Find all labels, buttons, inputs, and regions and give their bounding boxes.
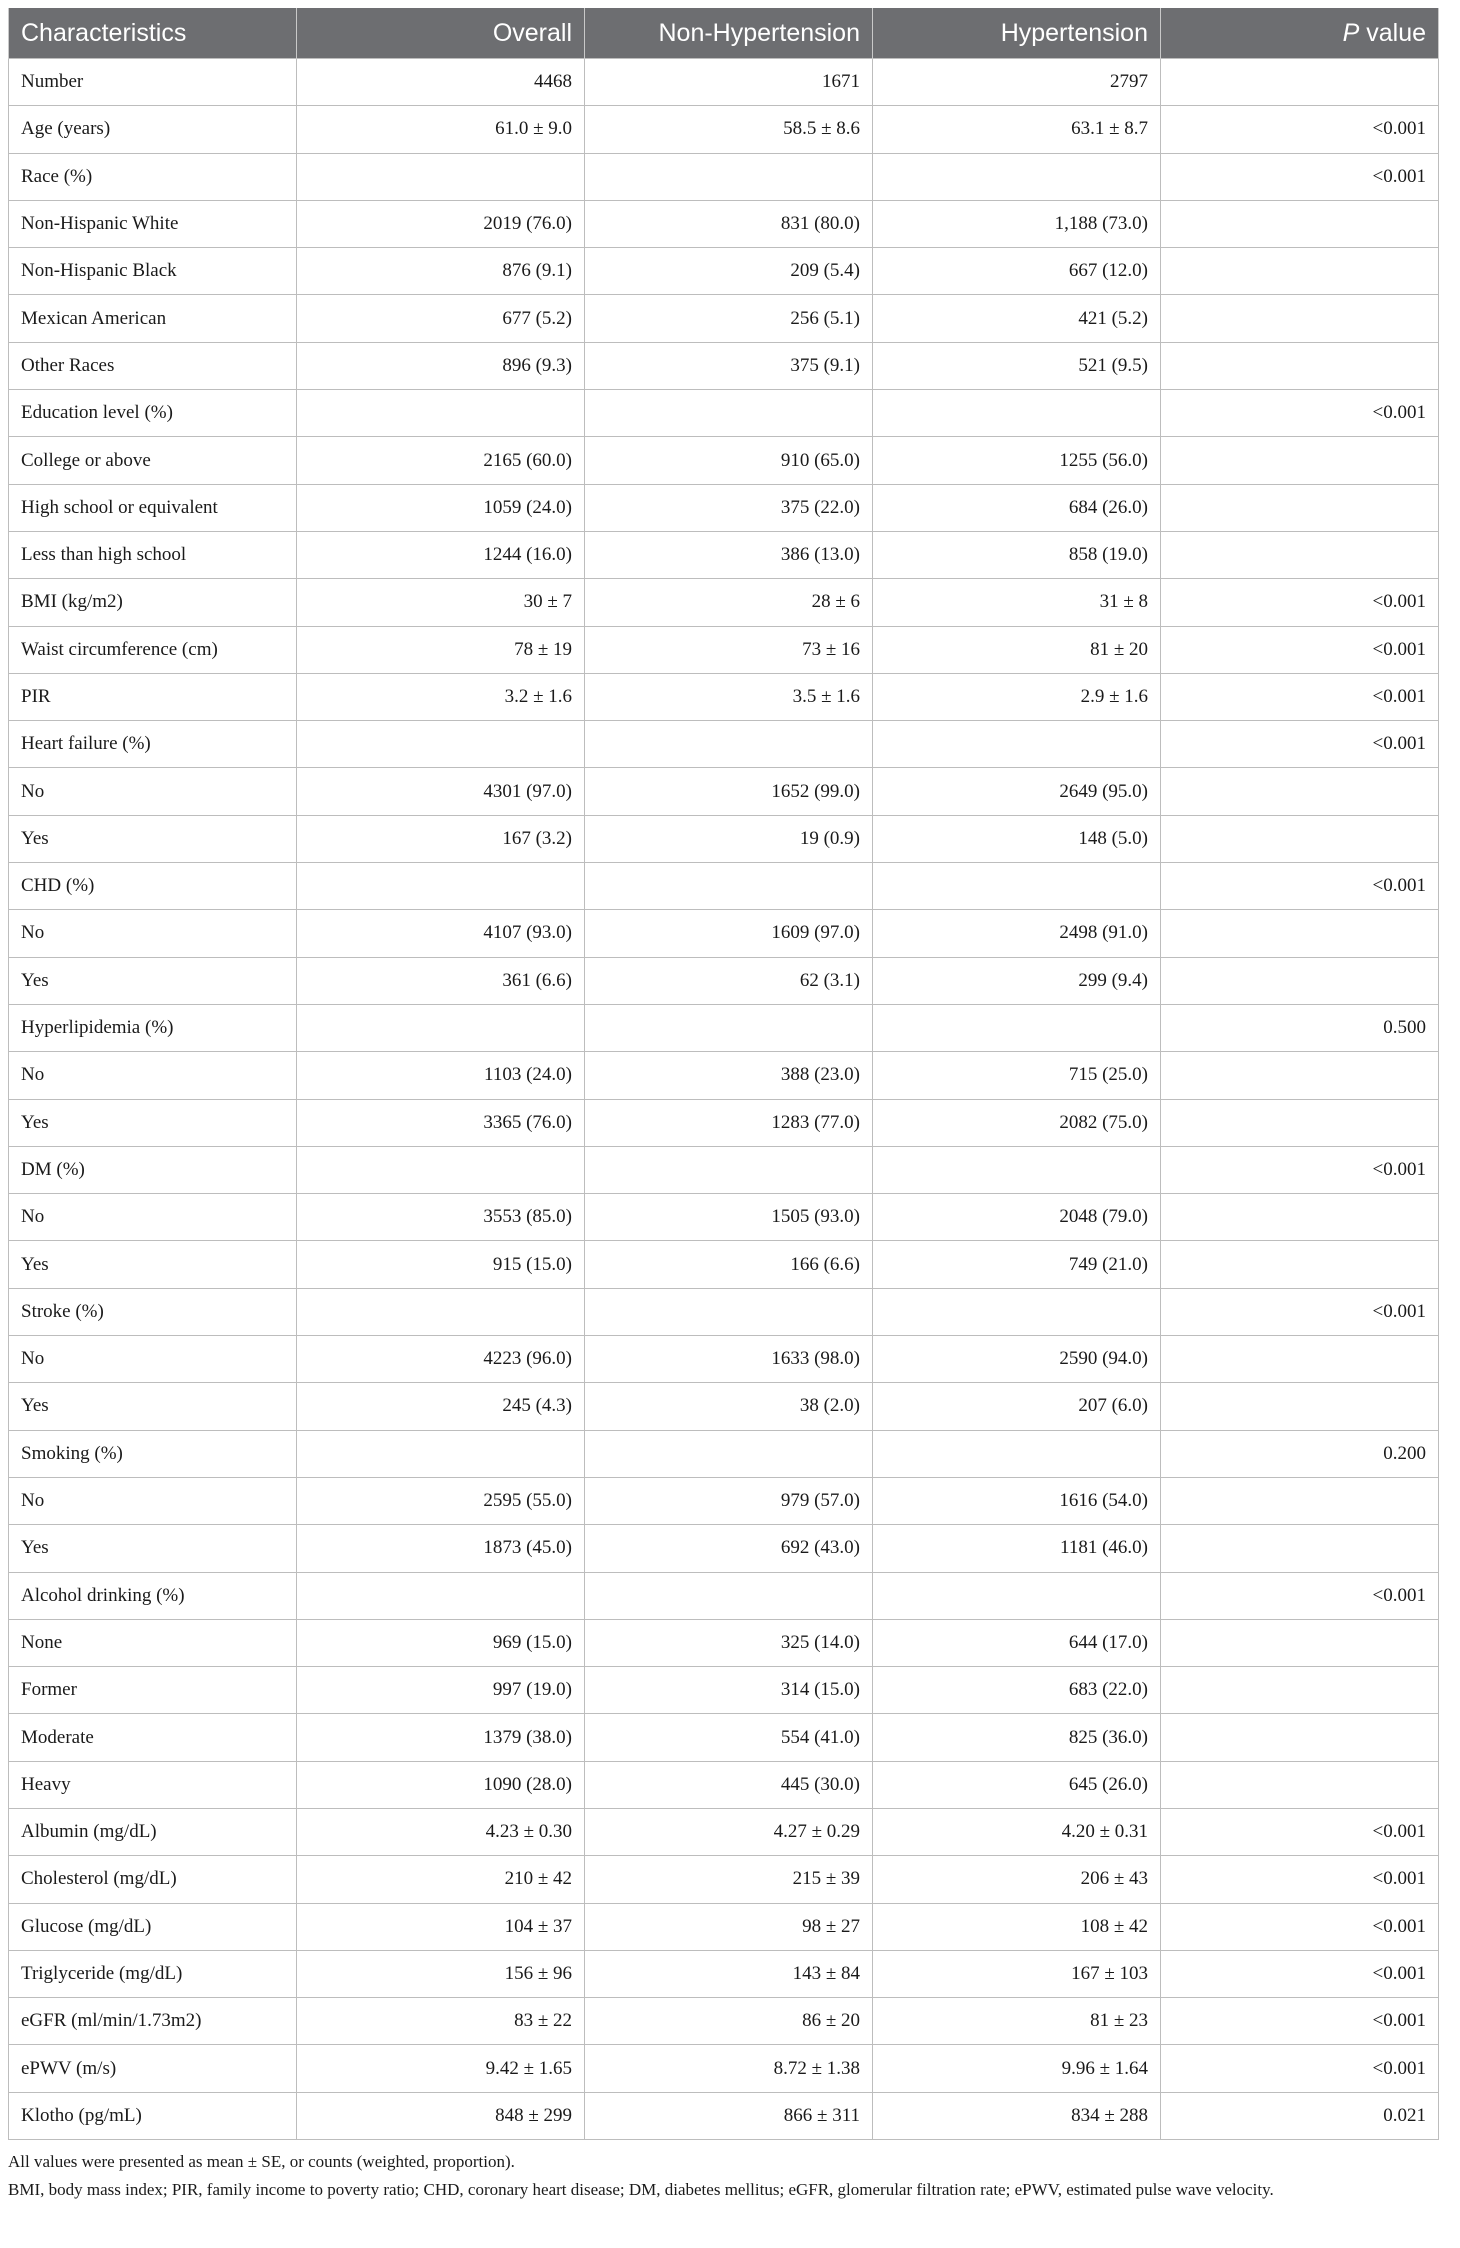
non-hypertension-cell: 98 ± 27 xyxy=(585,1903,873,1950)
header-overall: Overall xyxy=(297,8,585,59)
p-value-cell: <0.001 xyxy=(1161,1998,1439,2045)
table-row xyxy=(9,153,1439,200)
non-hypertension-cell: 62 (3.1) xyxy=(585,957,873,1004)
p-value-cell: <0.001 xyxy=(1161,106,1439,153)
header-characteristics: Characteristics xyxy=(9,8,297,59)
row-label: No xyxy=(9,1336,297,1383)
hypertension-cell: 2590 (94.0) xyxy=(873,1336,1161,1383)
p-value-cell xyxy=(1161,1383,1439,1430)
row-label: Alcohol drinking (%) xyxy=(9,1572,297,1619)
p-value-cell: <0.001 xyxy=(1161,1288,1439,1335)
row-label: No xyxy=(9,1477,297,1524)
p-value-cell: <0.001 xyxy=(1161,579,1439,626)
p-value-cell xyxy=(1161,957,1439,1004)
p-value-cell xyxy=(1161,342,1439,389)
hypertension-cell: 421 (5.2) xyxy=(873,295,1161,342)
overall-cell: 2165 (60.0) xyxy=(297,437,585,484)
overall-cell: 156 ± 96 xyxy=(297,1950,585,1997)
table-row xyxy=(9,1950,1439,1997)
row-label: Yes xyxy=(9,1383,297,1430)
hypertension-cell: 1616 (54.0) xyxy=(873,1477,1161,1524)
table-row xyxy=(9,1052,1439,1099)
table-row xyxy=(9,863,1439,910)
row-label: None xyxy=(9,1619,297,1666)
hypertension-cell xyxy=(873,1572,1161,1619)
p-value-cell: 0.500 xyxy=(1161,1004,1439,1051)
table-row xyxy=(9,673,1439,720)
hypertension-cell: 108 ± 42 xyxy=(873,1903,1161,1950)
row-label: Yes xyxy=(9,1099,297,1146)
hypertension-cell: 31 ± 8 xyxy=(873,579,1161,626)
hypertension-cell: 2797 xyxy=(873,59,1161,106)
overall-cell: 2595 (55.0) xyxy=(297,1477,585,1524)
p-value-cell: <0.001 xyxy=(1161,626,1439,673)
overall-cell: 4107 (93.0) xyxy=(297,910,585,957)
non-hypertension-cell: 209 (5.4) xyxy=(585,248,873,295)
hypertension-cell xyxy=(873,390,1161,437)
non-hypertension-cell: 166 (6.6) xyxy=(585,1241,873,1288)
non-hypertension-cell: 375 (9.1) xyxy=(585,342,873,389)
row-label: Less than high school xyxy=(9,531,297,578)
overall-cell: 4223 (96.0) xyxy=(297,1336,585,1383)
hypertension-cell: 2082 (75.0) xyxy=(873,1099,1161,1146)
p-value-cell xyxy=(1161,1667,1439,1714)
hypertension-cell: 2.9 ± 1.6 xyxy=(873,673,1161,720)
non-hypertension-cell: 19 (0.9) xyxy=(585,815,873,862)
p-value-cell xyxy=(1161,531,1439,578)
non-hypertension-cell: 979 (57.0) xyxy=(585,1477,873,1524)
row-label: Waist circumference (cm) xyxy=(9,626,297,673)
overall-cell xyxy=(297,1004,585,1051)
table-body xyxy=(9,59,1439,2140)
row-label: Klotho (pg/mL) xyxy=(9,2092,297,2139)
row-label: Non-Hispanic Black xyxy=(9,248,297,295)
table-row xyxy=(9,957,1439,1004)
p-value-cell xyxy=(1161,200,1439,247)
overall-cell: 3.2 ± 1.6 xyxy=(297,673,585,720)
row-label: PIR xyxy=(9,673,297,720)
non-hypertension-cell: 28 ± 6 xyxy=(585,579,873,626)
row-label: Yes xyxy=(9,957,297,1004)
overall-cell xyxy=(297,721,585,768)
row-label: Stroke (%) xyxy=(9,1288,297,1335)
p-value-cell xyxy=(1161,248,1439,295)
overall-cell: 210 ± 42 xyxy=(297,1856,585,1903)
overall-cell: 30 ± 7 xyxy=(297,579,585,626)
overall-cell: 896 (9.3) xyxy=(297,342,585,389)
hypertension-cell: 715 (25.0) xyxy=(873,1052,1161,1099)
p-value-cell xyxy=(1161,1525,1439,1572)
non-hypertension-cell: 692 (43.0) xyxy=(585,1525,873,1572)
non-hypertension-cell xyxy=(585,863,873,910)
table-row xyxy=(9,1903,1439,1950)
overall-cell: 876 (9.1) xyxy=(297,248,585,295)
p-value-cell: <0.001 xyxy=(1161,390,1439,437)
row-label: Number xyxy=(9,59,297,106)
table-row xyxy=(9,1525,1439,1572)
non-hypertension-cell: 445 (30.0) xyxy=(585,1761,873,1808)
footnote-abbreviations: BMI, body mass index; PIR, family income to poverty ratio; CHD, coronary heart disease; DM, diabetes mellitus; eGFR, glomerular filtration rate; ePWV, estimated pulse wave velocity. xyxy=(8,2180,1274,2200)
row-label: Former xyxy=(9,1667,297,1714)
row-label: No xyxy=(9,768,297,815)
row-label: CHD (%) xyxy=(9,863,297,910)
overall-cell: 4468 xyxy=(297,59,585,106)
p-value-cell xyxy=(1161,1619,1439,1666)
row-label: Albumin (mg/dL) xyxy=(9,1808,297,1855)
hypertension-cell: 167 ± 103 xyxy=(873,1950,1161,1997)
table-row xyxy=(9,626,1439,673)
row-label: eGFR (ml/min/1.73m2) xyxy=(9,1998,297,2045)
row-label: Yes xyxy=(9,1241,297,1288)
hypertension-cell xyxy=(873,863,1161,910)
table-row xyxy=(9,248,1439,295)
p-value-cell: <0.001 xyxy=(1161,863,1439,910)
p-value-cell: <0.001 xyxy=(1161,673,1439,720)
overall-cell: 1873 (45.0) xyxy=(297,1525,585,1572)
p-value-cell xyxy=(1161,1052,1439,1099)
hypertension-cell: 81 ± 23 xyxy=(873,1998,1161,2045)
hypertension-cell xyxy=(873,1288,1161,1335)
non-hypertension-cell: 8.72 ± 1.38 xyxy=(585,2045,873,2092)
table-row xyxy=(9,1761,1439,1808)
row-label: Heavy xyxy=(9,1761,297,1808)
baseline-characteristics-table xyxy=(8,8,1439,2140)
header-hypertension: Hypertension xyxy=(873,8,1161,59)
hypertension-cell: 299 (9.4) xyxy=(873,957,1161,1004)
table-row xyxy=(9,1808,1439,1855)
hypertension-cell: 834 ± 288 xyxy=(873,2092,1161,2139)
table-row xyxy=(9,437,1439,484)
header-non-hypertension: Non-Hypertension xyxy=(585,8,873,59)
non-hypertension-cell: 831 (80.0) xyxy=(585,200,873,247)
hypertension-cell xyxy=(873,721,1161,768)
header-p-value xyxy=(1161,8,1439,59)
table-row xyxy=(9,531,1439,578)
hypertension-cell: 2498 (91.0) xyxy=(873,910,1161,957)
overall-cell: 1090 (28.0) xyxy=(297,1761,585,1808)
row-label: No xyxy=(9,1052,297,1099)
header-p-suffix: value xyxy=(1366,18,1426,47)
overall-cell: 997 (19.0) xyxy=(297,1667,585,1714)
non-hypertension-cell: 388 (23.0) xyxy=(585,1052,873,1099)
non-hypertension-cell: 4.27 ± 0.29 xyxy=(585,1808,873,1855)
table-row xyxy=(9,1241,1439,1288)
overall-cell: 848 ± 299 xyxy=(297,2092,585,2139)
p-value-cell: <0.001 xyxy=(1161,2045,1439,2092)
non-hypertension-cell xyxy=(585,390,873,437)
p-value-cell xyxy=(1161,910,1439,957)
p-value-cell: <0.001 xyxy=(1161,1856,1439,1903)
table-row xyxy=(9,2092,1439,2139)
p-value-cell: 0.021 xyxy=(1161,2092,1439,2139)
table-row xyxy=(9,1572,1439,1619)
non-hypertension-cell: 256 (5.1) xyxy=(585,295,873,342)
p-value-cell: <0.001 xyxy=(1161,1903,1439,1950)
row-label: Mexican American xyxy=(9,295,297,342)
p-value-cell xyxy=(1161,295,1439,342)
hypertension-cell: 81 ± 20 xyxy=(873,626,1161,673)
hypertension-cell: 825 (36.0) xyxy=(873,1714,1161,1761)
p-value-cell xyxy=(1161,59,1439,106)
hypertension-cell: 1,188 (73.0) xyxy=(873,200,1161,247)
non-hypertension-cell: 143 ± 84 xyxy=(585,1950,873,1997)
table-row xyxy=(9,1619,1439,1666)
row-label: Glucose (mg/dL) xyxy=(9,1903,297,1950)
hypertension-cell xyxy=(873,1146,1161,1193)
overall-cell: 915 (15.0) xyxy=(297,1241,585,1288)
non-hypertension-cell xyxy=(585,721,873,768)
p-value-cell: <0.001 xyxy=(1161,1808,1439,1855)
hypertension-cell: 63.1 ± 8.7 xyxy=(873,106,1161,153)
overall-cell xyxy=(297,863,585,910)
footnote-values: All values were presented as mean ± SE, or counts (weighted, proportion). xyxy=(8,2152,515,2172)
hypertension-cell xyxy=(873,1430,1161,1477)
hypertension-cell: 2048 (79.0) xyxy=(873,1194,1161,1241)
non-hypertension-cell: 73 ± 16 xyxy=(585,626,873,673)
overall-cell xyxy=(297,1288,585,1335)
overall-cell: 78 ± 19 xyxy=(297,626,585,673)
row-label: Hyperlipidemia (%) xyxy=(9,1004,297,1051)
overall-cell: 167 (3.2) xyxy=(297,815,585,862)
row-label: Yes xyxy=(9,815,297,862)
table-row xyxy=(9,59,1439,106)
row-label: High school or equivalent xyxy=(9,484,297,531)
overall-cell xyxy=(297,1430,585,1477)
overall-cell: 3553 (85.0) xyxy=(297,1194,585,1241)
non-hypertension-cell: 1505 (93.0) xyxy=(585,1194,873,1241)
p-value-cell xyxy=(1161,1336,1439,1383)
table-row xyxy=(9,910,1439,957)
table-row xyxy=(9,390,1439,437)
row-label: Moderate xyxy=(9,1714,297,1761)
row-label: Cholesterol (mg/dL) xyxy=(9,1856,297,1903)
overall-cell: 969 (15.0) xyxy=(297,1619,585,1666)
table-row xyxy=(9,1383,1439,1430)
table-row xyxy=(9,106,1439,153)
non-hypertension-cell: 554 (41.0) xyxy=(585,1714,873,1761)
p-value-cell xyxy=(1161,1477,1439,1524)
table-row xyxy=(9,1714,1439,1761)
overall-cell: 677 (5.2) xyxy=(297,295,585,342)
p-value-cell xyxy=(1161,768,1439,815)
overall-cell: 61.0 ± 9.0 xyxy=(297,106,585,153)
non-hypertension-cell xyxy=(585,153,873,200)
non-hypertension-cell: 910 (65.0) xyxy=(585,437,873,484)
table-header xyxy=(9,8,1439,59)
p-value-cell: <0.001 xyxy=(1161,1146,1439,1193)
overall-cell: 104 ± 37 xyxy=(297,1903,585,1950)
row-label: Education level (%) xyxy=(9,390,297,437)
non-hypertension-cell: 3.5 ± 1.6 xyxy=(585,673,873,720)
hypertension-cell: 206 ± 43 xyxy=(873,1856,1161,1903)
overall-cell: 4301 (97.0) xyxy=(297,768,585,815)
hypertension-cell: 645 (26.0) xyxy=(873,1761,1161,1808)
overall-cell: 4.23 ± 0.30 xyxy=(297,1808,585,1855)
overall-cell: 1059 (24.0) xyxy=(297,484,585,531)
non-hypertension-cell: 38 (2.0) xyxy=(585,1383,873,1430)
p-value-cell: <0.001 xyxy=(1161,1950,1439,1997)
overall-cell: 245 (4.3) xyxy=(297,1383,585,1430)
p-value-cell: <0.001 xyxy=(1161,721,1439,768)
hypertension-cell: 683 (22.0) xyxy=(873,1667,1161,1714)
non-hypertension-cell: 375 (22.0) xyxy=(585,484,873,531)
non-hypertension-cell: 58.5 ± 8.6 xyxy=(585,106,873,153)
row-label: College or above xyxy=(9,437,297,484)
table-row xyxy=(9,1194,1439,1241)
table-row xyxy=(9,1477,1439,1524)
overall-cell: 2019 (76.0) xyxy=(297,200,585,247)
table-row xyxy=(9,2045,1439,2092)
row-label: Age (years) xyxy=(9,106,297,153)
row-label: ePWV (m/s) xyxy=(9,2045,297,2092)
overall-cell: 3365 (76.0) xyxy=(297,1099,585,1146)
non-hypertension-cell: 1671 xyxy=(585,59,873,106)
header-p-prefix: P xyxy=(1342,18,1360,47)
table-row xyxy=(9,295,1439,342)
p-value-cell xyxy=(1161,1194,1439,1241)
p-value-cell xyxy=(1161,1714,1439,1761)
table-row xyxy=(9,579,1439,626)
overall-cell: 1103 (24.0) xyxy=(297,1052,585,1099)
overall-cell xyxy=(297,1572,585,1619)
hypertension-cell: 2649 (95.0) xyxy=(873,768,1161,815)
hypertension-cell xyxy=(873,153,1161,200)
table-row xyxy=(9,1667,1439,1714)
non-hypertension-cell: 1652 (99.0) xyxy=(585,768,873,815)
p-value-cell xyxy=(1161,1241,1439,1288)
row-label: No xyxy=(9,1194,297,1241)
hypertension-cell: 749 (21.0) xyxy=(873,1241,1161,1288)
non-hypertension-cell xyxy=(585,1004,873,1051)
row-label: Heart failure (%) xyxy=(9,721,297,768)
non-hypertension-cell: 866 ± 311 xyxy=(585,2092,873,2139)
row-label: DM (%) xyxy=(9,1146,297,1193)
non-hypertension-cell: 314 (15.0) xyxy=(585,1667,873,1714)
row-label: No xyxy=(9,910,297,957)
row-label: Other Races xyxy=(9,342,297,389)
non-hypertension-cell: 386 (13.0) xyxy=(585,531,873,578)
row-label: Triglyceride (mg/dL) xyxy=(9,1950,297,1997)
non-hypertension-cell xyxy=(585,1572,873,1619)
non-hypertension-cell: 325 (14.0) xyxy=(585,1619,873,1666)
non-hypertension-cell xyxy=(585,1146,873,1193)
non-hypertension-cell: 215 ± 39 xyxy=(585,1856,873,1903)
hypertension-cell: 4.20 ± 0.31 xyxy=(873,1808,1161,1855)
table-row xyxy=(9,1856,1439,1903)
hypertension-cell xyxy=(873,1004,1161,1051)
hypertension-cell: 148 (5.0) xyxy=(873,815,1161,862)
p-value-cell xyxy=(1161,815,1439,862)
row-label: Non-Hispanic White xyxy=(9,200,297,247)
row-label: Yes xyxy=(9,1525,297,1572)
table-row xyxy=(9,768,1439,815)
overall-cell xyxy=(297,390,585,437)
p-value-cell: 0.200 xyxy=(1161,1430,1439,1477)
table-row xyxy=(9,1004,1439,1051)
table-row xyxy=(9,1288,1439,1335)
hypertension-cell: 667 (12.0) xyxy=(873,248,1161,295)
non-hypertension-cell: 86 ± 20 xyxy=(585,1998,873,2045)
table-row xyxy=(9,1099,1439,1146)
overall-cell: 361 (6.6) xyxy=(297,957,585,1004)
p-value-cell xyxy=(1161,1761,1439,1808)
non-hypertension-cell: 1633 (98.0) xyxy=(585,1336,873,1383)
table-row xyxy=(9,1336,1439,1383)
non-hypertension-cell xyxy=(585,1288,873,1335)
hypertension-cell: 858 (19.0) xyxy=(873,531,1161,578)
table-row xyxy=(9,721,1439,768)
hypertension-cell: 644 (17.0) xyxy=(873,1619,1161,1666)
document xyxy=(8,8,1438,2204)
table-row xyxy=(9,815,1439,862)
p-value-cell xyxy=(1161,437,1439,484)
overall-cell: 1379 (38.0) xyxy=(297,1714,585,1761)
overall-cell xyxy=(297,1146,585,1193)
row-label: Race (%) xyxy=(9,153,297,200)
row-label: Smoking (%) xyxy=(9,1430,297,1477)
p-value-cell: <0.001 xyxy=(1161,153,1439,200)
header-row xyxy=(9,8,1439,59)
hypertension-cell: 1255 (56.0) xyxy=(873,437,1161,484)
non-hypertension-cell xyxy=(585,1430,873,1477)
table-footnotes xyxy=(8,2148,1438,2204)
table-row xyxy=(9,484,1439,531)
hypertension-cell: 684 (26.0) xyxy=(873,484,1161,531)
table-row xyxy=(9,1430,1439,1477)
row-label: BMI (kg/m2) xyxy=(9,579,297,626)
table-row xyxy=(9,1146,1439,1193)
overall-cell xyxy=(297,153,585,200)
hypertension-cell: 207 (6.0) xyxy=(873,1383,1161,1430)
hypertension-cell: 9.96 ± 1.64 xyxy=(873,2045,1161,2092)
overall-cell: 83 ± 22 xyxy=(297,1998,585,2045)
hypertension-cell: 521 (9.5) xyxy=(873,342,1161,389)
overall-cell: 9.42 ± 1.65 xyxy=(297,2045,585,2092)
overall-cell: 1244 (16.0) xyxy=(297,531,585,578)
p-value-cell xyxy=(1161,1099,1439,1146)
table-row xyxy=(9,1998,1439,2045)
p-value-cell xyxy=(1161,484,1439,531)
table-row xyxy=(9,200,1439,247)
non-hypertension-cell: 1283 (77.0) xyxy=(585,1099,873,1146)
p-value-cell: <0.001 xyxy=(1161,1572,1439,1619)
table-row xyxy=(9,342,1439,389)
hypertension-cell: 1181 (46.0) xyxy=(873,1525,1161,1572)
non-hypertension-cell: 1609 (97.0) xyxy=(585,910,873,957)
